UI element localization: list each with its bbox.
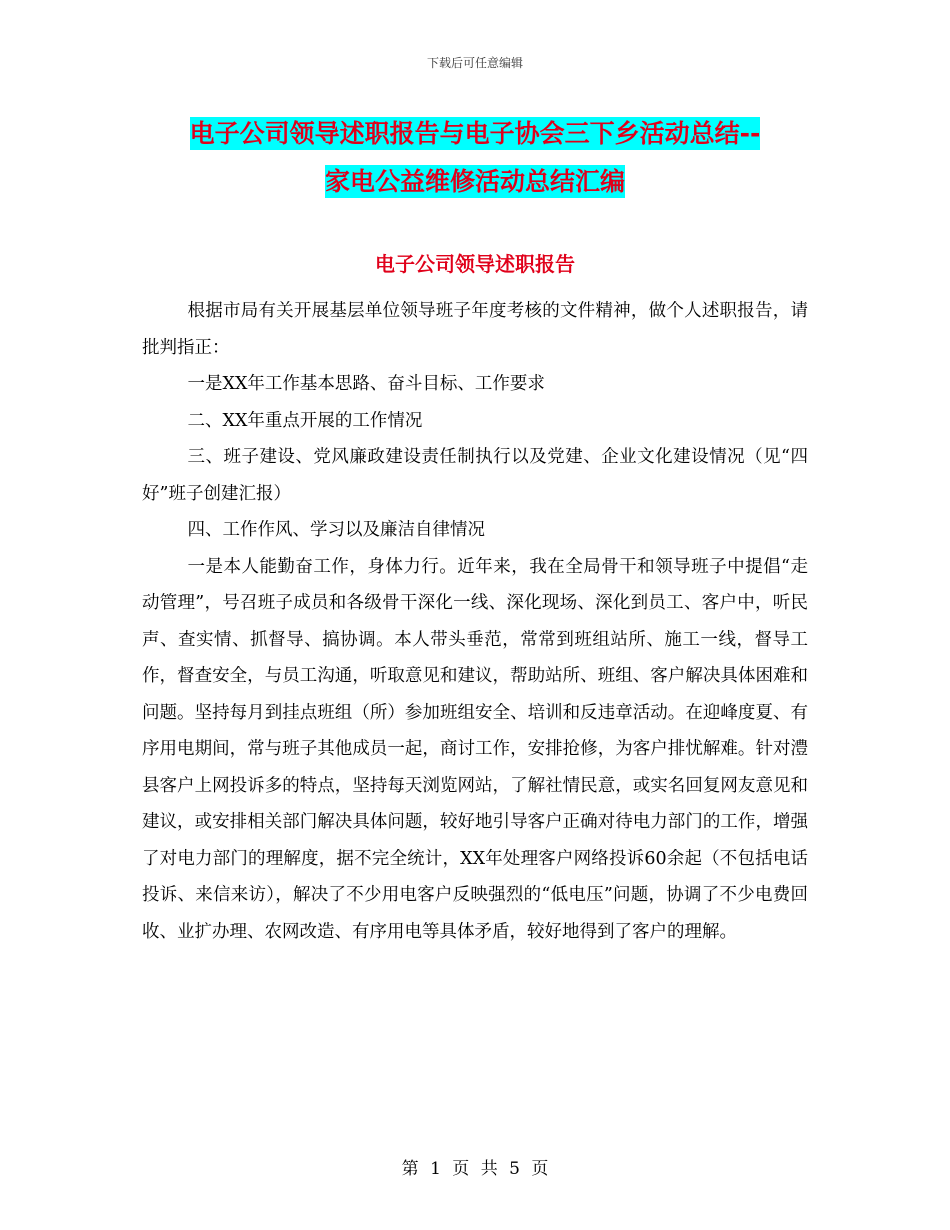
document-title [0, 110, 950, 206]
title-line-2: 家电公益维修活动总结汇编 [324, 167, 625, 196]
document-body [142, 293, 808, 950]
title-line-1: 电子公司领导述职报告与电子协会三下乡活动总结-- [189, 119, 761, 148]
paragraph: 根据市局有关开展基层单位领导班子年度考核的文件精神，做个人述职报告，请批判指正： [142, 301, 808, 358]
header-note: 下载后可任意编辑 [426, 56, 523, 70]
paragraph: 四、工作作风、学习以及廉洁自律情况 [187, 520, 485, 540]
paragraph: 一是本人能勤奋工作，身体力行。近年来，我在全局骨干和领导班子中提倡“走动管理”，号召班子成员和各级骨干深化一线、深化现场、深化到员工、客户中，听民声、查实情、抓督导、搞协调。本人带头垂范，常常到班组站所、施工一线，督导工作，督查安全，与员工沟通，听取意见和建议，帮助站所、班组、客户解决具体困难和问题。坚持每月到挂点班组（所）参加班组安全、培训和反违章活动。在迎峰度夏、有序用电期间，常与班子其他成员一起，商讨工作，安排抢修，为客户排忧解难。针对澧县客户上网投诉多的特点，坚持每天浏览网站，了解社情民意，或实名回复网友意见和建议，或安排相关部门解决具体问题，较好地引导客户正确对待电力部门的工作，增强了对电力部门的理解度，据不完全统计，XX年处理客户网络投诉60余起（不包括电话投诉、来信来访），解决了不少用电客户反映强烈的“低电压”问题，协调了不少电费回收、业扩办理、农网改造、有序用电等具体矛盾，较好地得到了客户的理解。 [142, 556, 808, 942]
section-title: 电子公司领导述职报告 [375, 252, 575, 276]
paragraph: 一是XX年工作基本思路、奋斗目标、工作要求 [187, 374, 545, 394]
paragraph: 三、班子建设、党风廉政建设责任制执行以及党建、企业文化建设情况（见“四好”班子创建汇报） [142, 447, 808, 504]
paragraph: 二、XX年重点开展的工作情况 [187, 410, 423, 431]
page-footer: 第 1 页 共 5 页 [401, 1159, 549, 1179]
